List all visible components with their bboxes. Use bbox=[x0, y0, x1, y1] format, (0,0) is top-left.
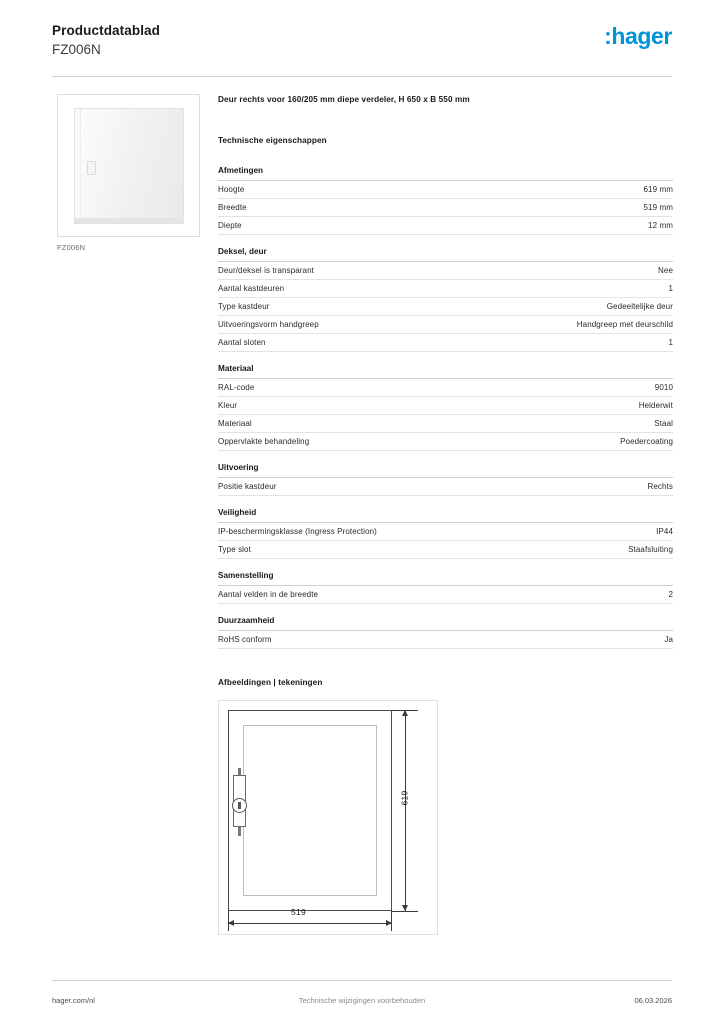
spec-value: Staafsluiting bbox=[628, 545, 673, 554]
table-row bbox=[218, 397, 673, 415]
spec-group-label: Veiligheid bbox=[218, 507, 673, 523]
table-row bbox=[218, 631, 673, 649]
spec-value: Ja bbox=[664, 635, 673, 644]
spec-key: Aantal sloten bbox=[218, 338, 266, 347]
arrow-right-icon bbox=[386, 920, 392, 926]
product-reference: FZ006N bbox=[52, 42, 101, 57]
spec-group-label: Duurzaamheid bbox=[218, 615, 673, 631]
spec-group-deksel-deur bbox=[218, 246, 673, 352]
spec-group-samenstelling bbox=[218, 570, 673, 604]
arrow-down-icon bbox=[402, 905, 408, 911]
spec-key: Deur/deksel is transparant bbox=[218, 266, 314, 275]
spec-group-label: Samenstelling bbox=[218, 570, 673, 586]
spacer bbox=[218, 352, 673, 363]
drawing-width-label: 519 bbox=[291, 907, 307, 917]
table-row bbox=[218, 478, 673, 496]
spec-group-label: Afmetingen bbox=[218, 165, 673, 181]
spec-key: Type kastdeur bbox=[218, 302, 270, 311]
spacer bbox=[218, 451, 673, 462]
footer-disclaimer: Technische wijzigingen voorbehouden bbox=[298, 996, 426, 1005]
spec-value: 619 mm bbox=[643, 185, 673, 194]
table-row bbox=[218, 415, 673, 433]
table-row bbox=[218, 523, 673, 541]
spec-value: 519 mm bbox=[643, 203, 673, 212]
spec-key: IP-beschermingsklasse (Ingress Protection) bbox=[218, 527, 377, 536]
spec-value: 2 bbox=[668, 590, 673, 599]
hager-logo: :hager bbox=[604, 23, 672, 49]
spec-key: Type slot bbox=[218, 545, 251, 554]
door-bottom-edge bbox=[75, 218, 183, 223]
spec-value: Gedeeltelijke deur bbox=[606, 302, 673, 311]
spec-value: 1 bbox=[668, 284, 673, 293]
technical-drawing bbox=[218, 700, 438, 935]
footer-website-link[interactable]: hager.com/nl bbox=[52, 996, 95, 1005]
header-titles bbox=[52, 22, 160, 58]
spacer bbox=[218, 235, 673, 246]
spec-value: Rechts bbox=[647, 482, 673, 491]
spec-value: 1 bbox=[668, 338, 673, 347]
drawing-lock-rod-bottom bbox=[238, 827, 241, 836]
table-row bbox=[218, 217, 673, 235]
spec-value: IP44 bbox=[656, 527, 673, 536]
drawing-height-dimension-line bbox=[405, 710, 406, 911]
spec-key: RAL-code bbox=[218, 383, 255, 392]
product-description: Deur rechts voor 160/205 mm diepe verdeler, H 650 x B 550 mm bbox=[218, 95, 470, 104]
table-row bbox=[218, 316, 673, 334]
page-footer bbox=[52, 996, 672, 1005]
spec-key: Diepte bbox=[218, 221, 242, 230]
spec-key: Materiaal bbox=[218, 419, 252, 428]
drawing-height-label: 619 bbox=[399, 790, 410, 806]
table-row bbox=[218, 280, 673, 298]
page-header bbox=[52, 22, 672, 68]
table-row bbox=[218, 433, 673, 451]
table-row bbox=[218, 298, 673, 316]
spec-key: Hoogte bbox=[218, 185, 245, 194]
table-row bbox=[218, 181, 673, 199]
spec-key: Kleur bbox=[218, 401, 238, 410]
spec-value: 12 mm bbox=[648, 221, 673, 230]
spec-group-materiaal bbox=[218, 363, 673, 451]
table-row bbox=[218, 541, 673, 559]
spec-group-uitvoering bbox=[218, 462, 673, 496]
spec-group-veiligheid bbox=[218, 507, 673, 559]
spacer bbox=[218, 559, 673, 570]
table-row bbox=[218, 586, 673, 604]
spec-value: Nee bbox=[658, 266, 673, 275]
spec-group-label: Deksel, deur bbox=[218, 246, 673, 262]
page-title: Productdatablad bbox=[52, 23, 161, 38]
table-row bbox=[218, 199, 673, 217]
spec-key: Positie kastdeur bbox=[218, 482, 277, 491]
product-image-caption: FZ006N bbox=[57, 243, 86, 252]
product-content bbox=[218, 94, 673, 935]
technical-section-title: Technische eigenschappen bbox=[218, 136, 327, 145]
drawings-section-title: Afbeeldingen | tekeningen bbox=[218, 678, 323, 687]
spec-key: Uitvoeringsvorm handgreep bbox=[218, 320, 319, 329]
spec-key: Aantal kastdeuren bbox=[218, 284, 285, 293]
arrow-up-icon bbox=[402, 710, 408, 716]
footer-divider bbox=[52, 980, 672, 981]
spec-key: Aantal velden in de breedte bbox=[218, 590, 319, 599]
door-handle-illustration bbox=[87, 161, 96, 175]
drawing-width-dimension-line bbox=[228, 923, 392, 924]
spacer bbox=[218, 496, 673, 507]
table-row bbox=[218, 334, 673, 352]
product-image bbox=[57, 94, 200, 237]
spec-key: RoHS conform bbox=[218, 635, 272, 644]
table-row bbox=[218, 262, 673, 280]
spec-key: Breedte bbox=[218, 203, 247, 212]
door-left-edge bbox=[75, 109, 81, 223]
spec-key: Oppervlakte behandeling bbox=[218, 437, 310, 446]
table-row bbox=[218, 379, 673, 397]
drawing-door-inner-outline bbox=[243, 725, 377, 896]
product-door-illustration bbox=[74, 108, 184, 224]
spec-value: Poedercoating bbox=[620, 437, 673, 446]
spec-group-afmetingen bbox=[218, 165, 673, 235]
spec-value: Helderwit bbox=[638, 401, 673, 410]
spec-group-duurzaamheid bbox=[218, 615, 673, 649]
spec-group-label: Uitvoering bbox=[218, 462, 673, 478]
spec-value: 9010 bbox=[654, 383, 673, 392]
drawing-lock-keyhole bbox=[238, 802, 241, 809]
header-divider bbox=[52, 76, 672, 77]
spacer bbox=[218, 604, 673, 615]
drawing-extension-line-bottom bbox=[392, 911, 418, 912]
spec-value: Staal bbox=[654, 419, 673, 428]
arrow-left-icon bbox=[228, 920, 234, 926]
spec-group-label: Materiaal bbox=[218, 363, 673, 379]
drawing-door-outline bbox=[228, 710, 392, 911]
spec-value: Handgreep met deurschild bbox=[576, 320, 673, 329]
footer-date: 06.03.2026 bbox=[634, 996, 672, 1005]
